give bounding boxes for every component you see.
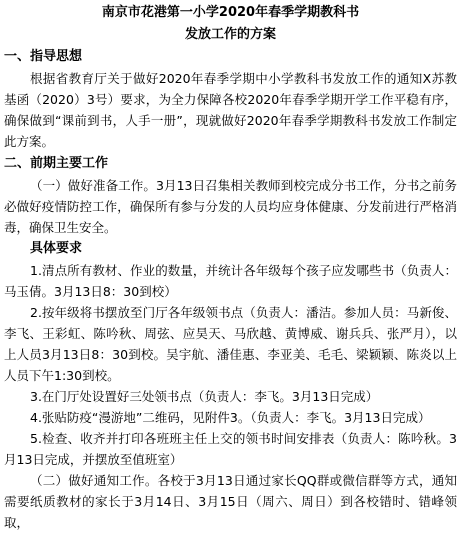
requirement-5: 5.检查、收齐并打印各班班主任上交的领书时间安排表（负责人：陈吟秋。3月13日完成，并摆放至值班室） — [4, 431, 457, 467]
requirement-4: 4.张贴防疫“漫游地”二维码，见附件3。（负责人：李飞。3月13日完成） — [30, 410, 431, 425]
requirements-heading: 具体要求 — [30, 241, 83, 256]
requirement-1: 1.清点所有教材、作业的数量，并统计各年级每个孩子应发哪些书（负责人：马玉倩。3月13日8：30到校） — [4, 263, 457, 299]
section1-paragraph: 根据省教育厅关于做好2020年春季学期中小学教科书发放工作的通知X苏教基函（2020）3号）要求，为全力保障各校2020年春季学期开学工作平稳有序，确保做到“课前到书，人手一册”，现就做好2020年春季学期教科书发放工作制定此方案。 — [4, 71, 457, 149]
document-title-line1: 南京市花港第一小学2020年春季学期教科书 — [101, 5, 360, 20]
section2-item2: （二）做好通知工作。各校于3月13日通过家长QQ群或微信群等方式，通知需要纸质教材的家长于3月14日、3月15日（周六、周日）到各校错时、错峰领取， — [4, 473, 457, 530]
section2-item1: （一）做好准备工作。3月13日召集相关教师到校完成分书工作，分书之前务必做好疫情防控工作，确保所有参与分发的人员均应身体健康、分发前进行严格消毒，确保卫生安全。 — [4, 178, 457, 235]
requirement-2: 2.按年级将书摆放至门厅各年级领书点（负责人：潘洁。参加人员：马新俊、李飞、王彩虹、陈吟秋、周弦、应昊天、马欣越、黄博威、谢兵兵、张严月），以上人员3月13日8：30到校。吴宇航、潘佳惠、李亚美、毛毛、梁颖颖、陈炎以上人员下午1:30到校。 — [4, 305, 457, 383]
requirement-3: 3.在门厅处设置好三处领书点（负责人：李飞。3月13日完成） — [30, 389, 379, 404]
section1-heading: 一、指导思想 — [4, 49, 83, 64]
section2-heading: 二、前期主要工作 — [4, 156, 109, 171]
document-title-line2: 发放工作的方案 — [184, 27, 276, 42]
